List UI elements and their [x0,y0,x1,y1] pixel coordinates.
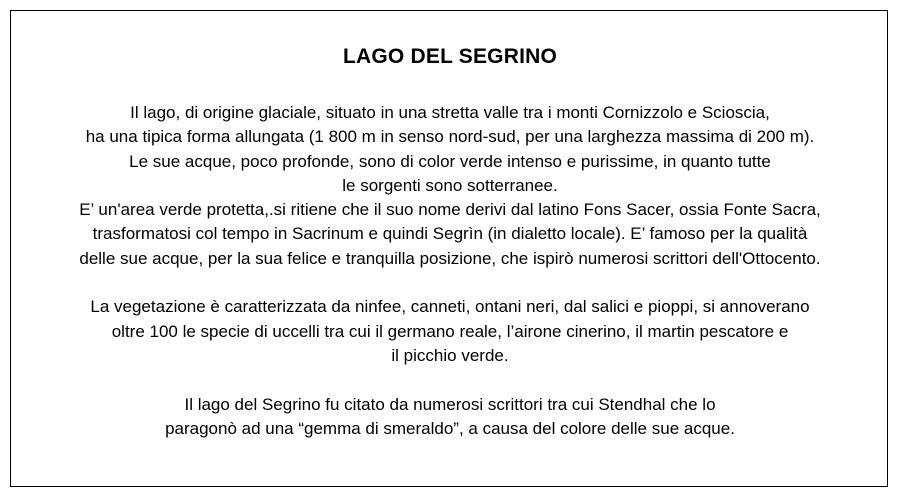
paragraph-spacer [0,368,900,392]
text-line: delle sue acque, per la sua felice e tranquilla posizione, che ispirò numerosi scrittori dell'Ottocento. [79,248,821,268]
text-line: E’ un'area verde protetta,.si ritiene che il suo nome derivi dal latino Fons Sacer, ossia Fonte Sacra, [79,200,821,220]
paragraph-2 [0,295,900,368]
text-line: La vegetazione è caratterizzata da ninfee, canneti, ontani neri, dal salici e pioppi, si annoverano [90,297,810,317]
text-line: oltre 100 le specie di uccelli tra cui il germano reale, l’airone cinerino, il martin pescatore e [111,321,789,341]
paragraph-3 [0,393,900,442]
text-line: Le sue acque, poco profonde, sono di color verde intenso e purissime, in quanto tutte [129,151,771,171]
text-line: paragonò ad una “gemma di smeraldo”, a causa del colore delle sue acque. [165,418,735,438]
document-body [0,101,900,441]
text-line: Il lago del Segrino fu citato da numerosi scrittori tra cui Stendhal che lo [184,394,716,414]
text-line: il picchio verde. [391,345,509,365]
paragraph-spacer [0,271,900,295]
text-line: le sorgenti sono sotterranee. [342,175,558,195]
text-line: Il lago, di origine glaciale, situato in una stretta valle tra i monti Cornizzolo e Scioscia, [130,103,770,122]
paragraph-1 [0,101,900,271]
text-line: ha una tipica forma allungata (1 800 m in senso nord-sud, per una larghezza massima di 200 m). [85,127,815,147]
text-line: trasformatosi col tempo in Sacrinum e quindi Segrìn (in dialetto locale). E’ famoso per la qualità [92,224,808,244]
document-title: LAGO DEL SEGRINO [343,45,557,68]
